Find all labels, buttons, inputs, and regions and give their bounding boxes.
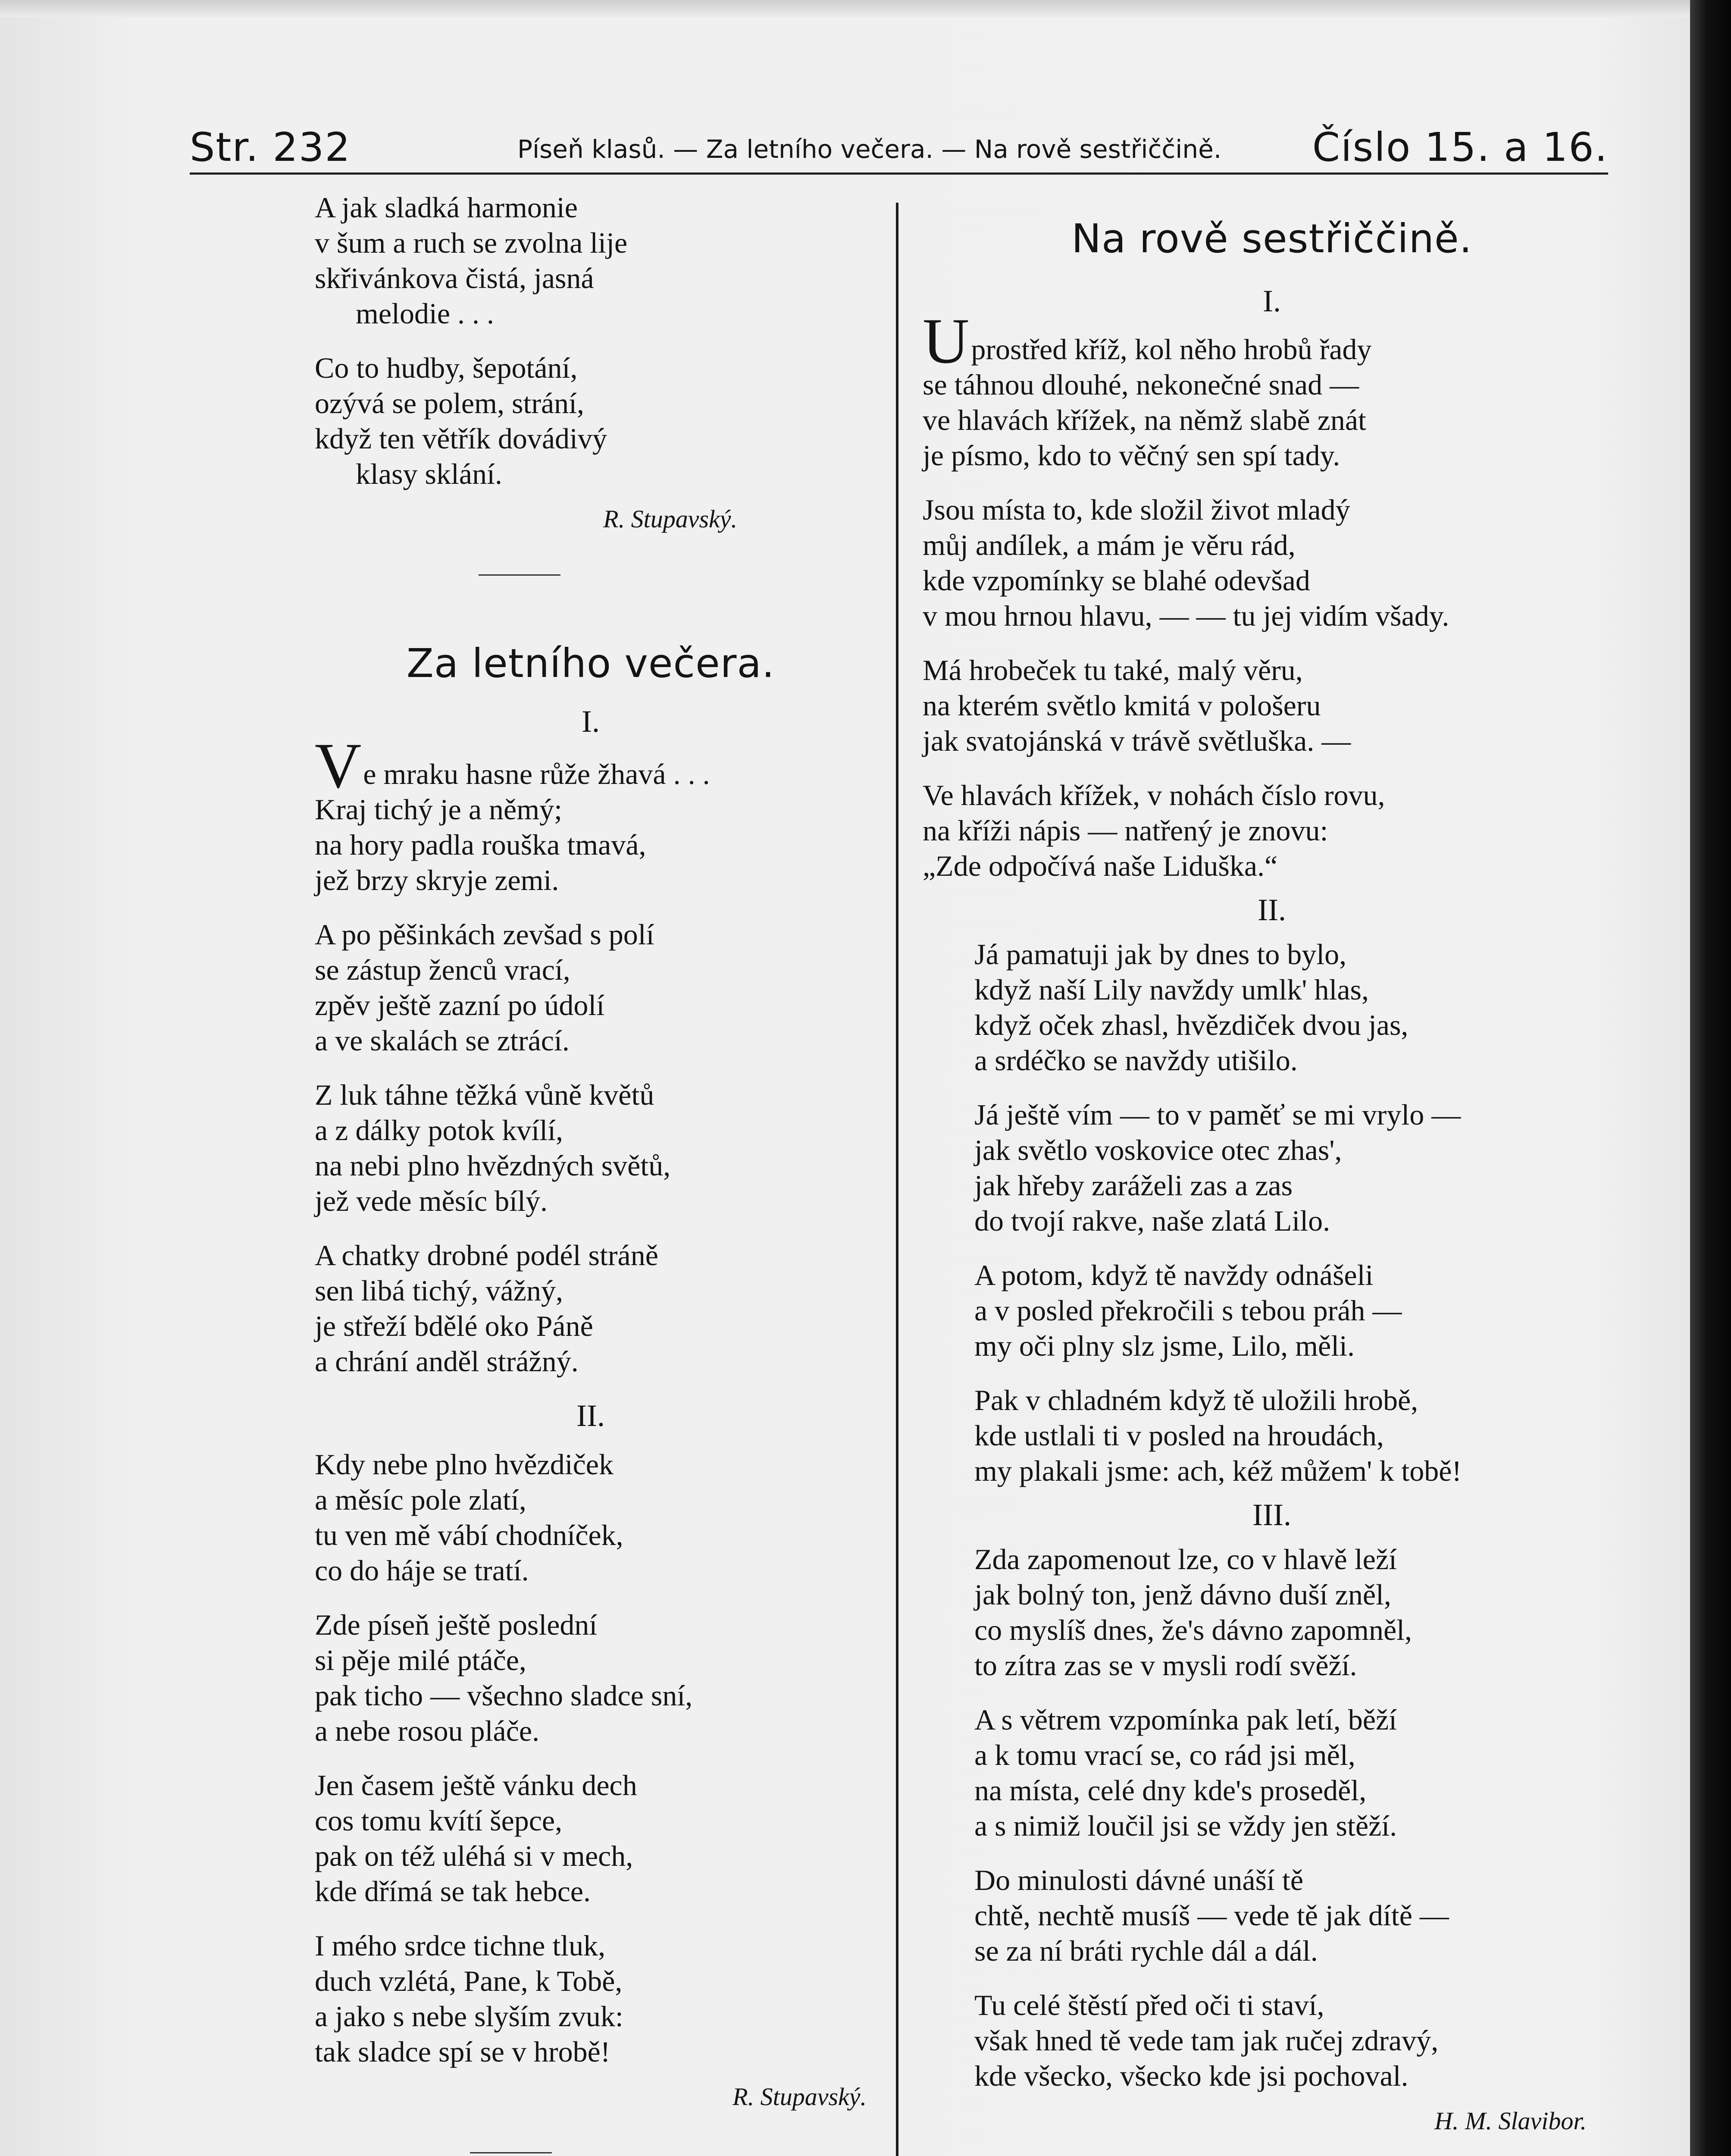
verse-line: v mou hrnou hlavu, — — tu jej vidím všady. [923,599,1449,632]
section-numeral: I. [582,704,600,739]
verse-line: zpěv ještě zazní po údolí [315,989,605,1022]
left-column [315,190,867,2153]
verse-line: Kdy nebe plno hvězdiček [315,1448,614,1481]
verse-line: Do minulosti dávné unáší tě [974,1864,1304,1896]
verse-line: Z luk táhne těžká vůně květů [315,1078,654,1111]
separator-rule [470,2152,552,2153]
verse-line: a k tomu vrací se, co rád jsi měl, [974,1739,1355,1771]
verse-line: Pak v chladném když tě uložili hrobě, [974,1384,1418,1416]
verse-line: kde ustlali ti v posled na hroudách, [974,1419,1384,1452]
verse-line: Zda zapomenout lze, co v hlavě leží [974,1543,1397,1576]
verse-line: když ten větřík dovádivý [315,422,607,455]
stanza [315,190,867,331]
verse-line: A s větrem vzpomínka pak letí, běží [974,1703,1397,1736]
verse-line: tu ven mě vábí chodníček, [315,1519,623,1551]
stanza [974,1097,1621,1238]
verse-line: na místa, celé dny kde's proseděl, [974,1774,1367,1807]
verse-line: melodie . . . [356,297,495,330]
verse-line: kde dřímá se tak hebce. [315,1875,591,1908]
verse-line: Jsou místa to, kde složil život mladý [923,493,1350,526]
stanza [923,492,1621,633]
drop-cap: U [923,305,970,377]
verse-line: jak svatojánská v trávě světluška. — [923,724,1351,757]
verse-line: klasy sklání. [356,458,502,490]
section-numeral: II. [576,1398,605,1433]
right-column [923,190,1621,2156]
verse-line: Ve hlavách křížek, v nohách číslo rovu, [923,779,1385,812]
verse-line: v šum a ruch se zvolna lije [315,226,628,259]
verse-line: Co to hudby, šepotání, [315,351,578,384]
verse-line: Kraj tichý je a němý; [315,793,563,826]
stanza [974,1987,1621,2093]
verse-line: když oček zhasl, hvězdiček dvou jas, [974,1009,1409,1041]
poem-stupavsky-continued [315,190,867,533]
header-rule [190,172,1608,175]
drop-cap: V [315,730,362,802]
verse-line: I mého srdce tichne tluk, [315,1929,606,1962]
verse-line: na nebi plno hvězdných světů, [315,1149,671,1182]
verse-line: Já pamatuji jak by dnes to bylo, [974,938,1347,971]
verse-line: je střeží bdělé oko Páně [315,1310,593,1342]
stanza [315,350,867,492]
verse-line: se táhnou dlouhé, nekonečné snad — [923,368,1359,401]
verse-line: ozývá se polem, strání, [315,387,585,420]
verse-line: A potom, když tě navždy odnášeli [974,1259,1374,1291]
verse-line: a ve skalách se ztrácí. [315,1024,570,1057]
verse-line: a chrání anděl strážný. [315,1345,579,1378]
stanza [315,1928,867,2069]
poem-title: Na rově sestřiččině. [1071,216,1472,262]
verse-line: A jak sladká harmonie [315,191,578,224]
verse-line: pak ticho — všechno sladce sní, [315,1679,693,1712]
verse-line: na kterém světlo kmitá v pološeru [923,689,1321,722]
verse-line: jak světlo voskovice otec zhas', [974,1134,1342,1166]
scan-right-edge [1690,0,1731,2156]
verse-line: A chatky drobné podél stráně [315,1239,658,1272]
running-title: Píseň klasů. — Za letního večera. — Na rově sestřiččině. [517,135,1222,164]
verse-line: a z dálky potok kvílí, [315,1114,563,1147]
verse-line: a nebe rosou pláče. [315,1714,540,1747]
separator-rule [479,574,560,576]
verse-line: ve hlavách křížek, na němž slabě znát [923,404,1366,436]
poem-title: Za letního večera. [406,640,775,686]
verse-line: a měsíc pole zlatí, [315,1483,526,1516]
verse-line: se zástup ženců vrací, [315,953,570,986]
verse-line: jež vede měsíc bílý. [315,1185,548,1217]
stanza [974,1257,1621,1363]
column-divider [896,203,898,2156]
verse-line: si pěje milé ptáče, [315,1644,526,1677]
section-body [923,1542,1621,2093]
page-number: Str. 232 [190,124,351,170]
stanza [974,1382,1621,1489]
poem-za-letniho-vecera [315,640,867,2153]
poem-na-rove-sestriccine [923,216,1621,2156]
stanza [315,1767,867,1909]
verse-line: Jen časem ještě vánku dech [315,1769,637,1802]
section-body [923,937,1621,1489]
stanza [974,1702,1621,1843]
issue-number: Číslo 15. a 16. [1312,124,1608,170]
verse-line-rest: prostřed kříž, kol něho hrobů řady [971,333,1372,366]
verse-line-rest: e mraku hasne růže žhavá . . . [363,758,710,790]
page-header [190,116,1608,172]
section-numeral: II. [1258,893,1286,927]
verse-line: můj andílek, a mám je věru rád, [923,529,1296,561]
verse-line: co myslíš dnes, že's dávno zapomněl, [974,1614,1412,1646]
verse-line: a jako s nebe slyším zvuk: [315,2000,623,2033]
stanza [315,917,867,1058]
verse-line [315,730,867,802]
stanza [923,777,1621,884]
verse-line: Zde píseň ještě poslední [315,1608,598,1641]
verse-line: jak bolný ton, jenž dávno duší zněl, [974,1578,1391,1611]
stanza [974,1542,1621,1683]
verse-line: kde všecko, všecko kde jsi pochoval. [974,2059,1409,2092]
verse-line [923,305,1621,377]
verse-line: pak on též uléhá si v mech, [315,1839,633,1872]
verse-line: jež brzy skryje zemi. [315,864,559,896]
verse-line: do tvojí rakve, naše zlatá Lilo. [974,1204,1330,1237]
section-numeral: III. [1252,1498,1291,1532]
verse-line: duch vzlétá, Pane, k Tobě, [315,1965,623,1997]
verse-line: když naší Lily navždy umlk' hlas, [974,973,1369,1006]
verse-line: však hned tě vede tam jak ručej zdravý, [974,2024,1439,2057]
verse-line: chtě, nechtě musíš — vede tě jak dítě — [974,1899,1449,1932]
stanza [315,792,867,898]
verse-line: a v posled překročili s tebou práh — [974,1294,1402,1327]
poem-signature: R. Stupavský. [603,505,737,533]
verse-line: kde vzpomínky se blahé odevšad [923,564,1310,597]
verse-line: my plakali jsme: ach, kéž můžem' k tobě! [974,1454,1462,1487]
verse-line: Má hrobeček tu také, malý věru, [923,654,1303,686]
verse-line: Tu celé štěstí před oči ti staví, [974,1989,1324,2021]
verse-line: se za ní bráti rychle dál a dál. [974,1934,1318,1967]
verse-line: Já ještě vím — to v paměť se mi vrylo — [974,1098,1461,1131]
poem-signature: H. M. Slavibor. [1434,2107,1587,2135]
verse-line: skřivánkova čistá, jasná [315,262,594,295]
stanza [923,652,1621,758]
stanza [315,1238,867,1379]
verse-line: tak sladce spí se v hrobě! [315,2035,610,2068]
verse-line: co do háje se tratí. [315,1554,529,1587]
stanza [923,367,1621,473]
verse-line: je písmo, kdo to věčný sen spí tady. [923,439,1340,472]
verse-line: my oči plny slz jsme, Lilo, měli. [974,1329,1355,1362]
verse-line: sen libá tichý, vážný, [315,1274,563,1307]
verse-line: na hory padla rouška tmavá, [315,828,646,861]
stanza [315,1447,867,1588]
stanza [315,1077,867,1219]
verse-line: cos tomu kvítí šepce, [315,1804,563,1837]
verse-line: a srdéčko se navždy utišilo. [974,1044,1298,1077]
verse-line: to zítra zas se v mysli rodí svěží. [974,1649,1357,1682]
verse-line: a s nimiž loučil jsi se vždy jen stěží. [974,1809,1397,1842]
scan-top-edge [0,0,1690,17]
poem-signature: R. Stupavský. [732,2083,867,2111]
verse-line: na kříži nápis — natřený je znovu: [923,814,1328,847]
verse-line: A po pěšinkách zevšad s polí [315,918,654,951]
stanza [974,1862,1621,1968]
section-numeral: I. [1263,284,1281,318]
verse-line: jak hřeby zaráželi zas a zas [974,1169,1293,1202]
stanza [315,1607,867,1749]
verse-line: „Zde odpočívá naše Liduška.“ [923,849,1278,882]
stanza [974,937,1621,1078]
